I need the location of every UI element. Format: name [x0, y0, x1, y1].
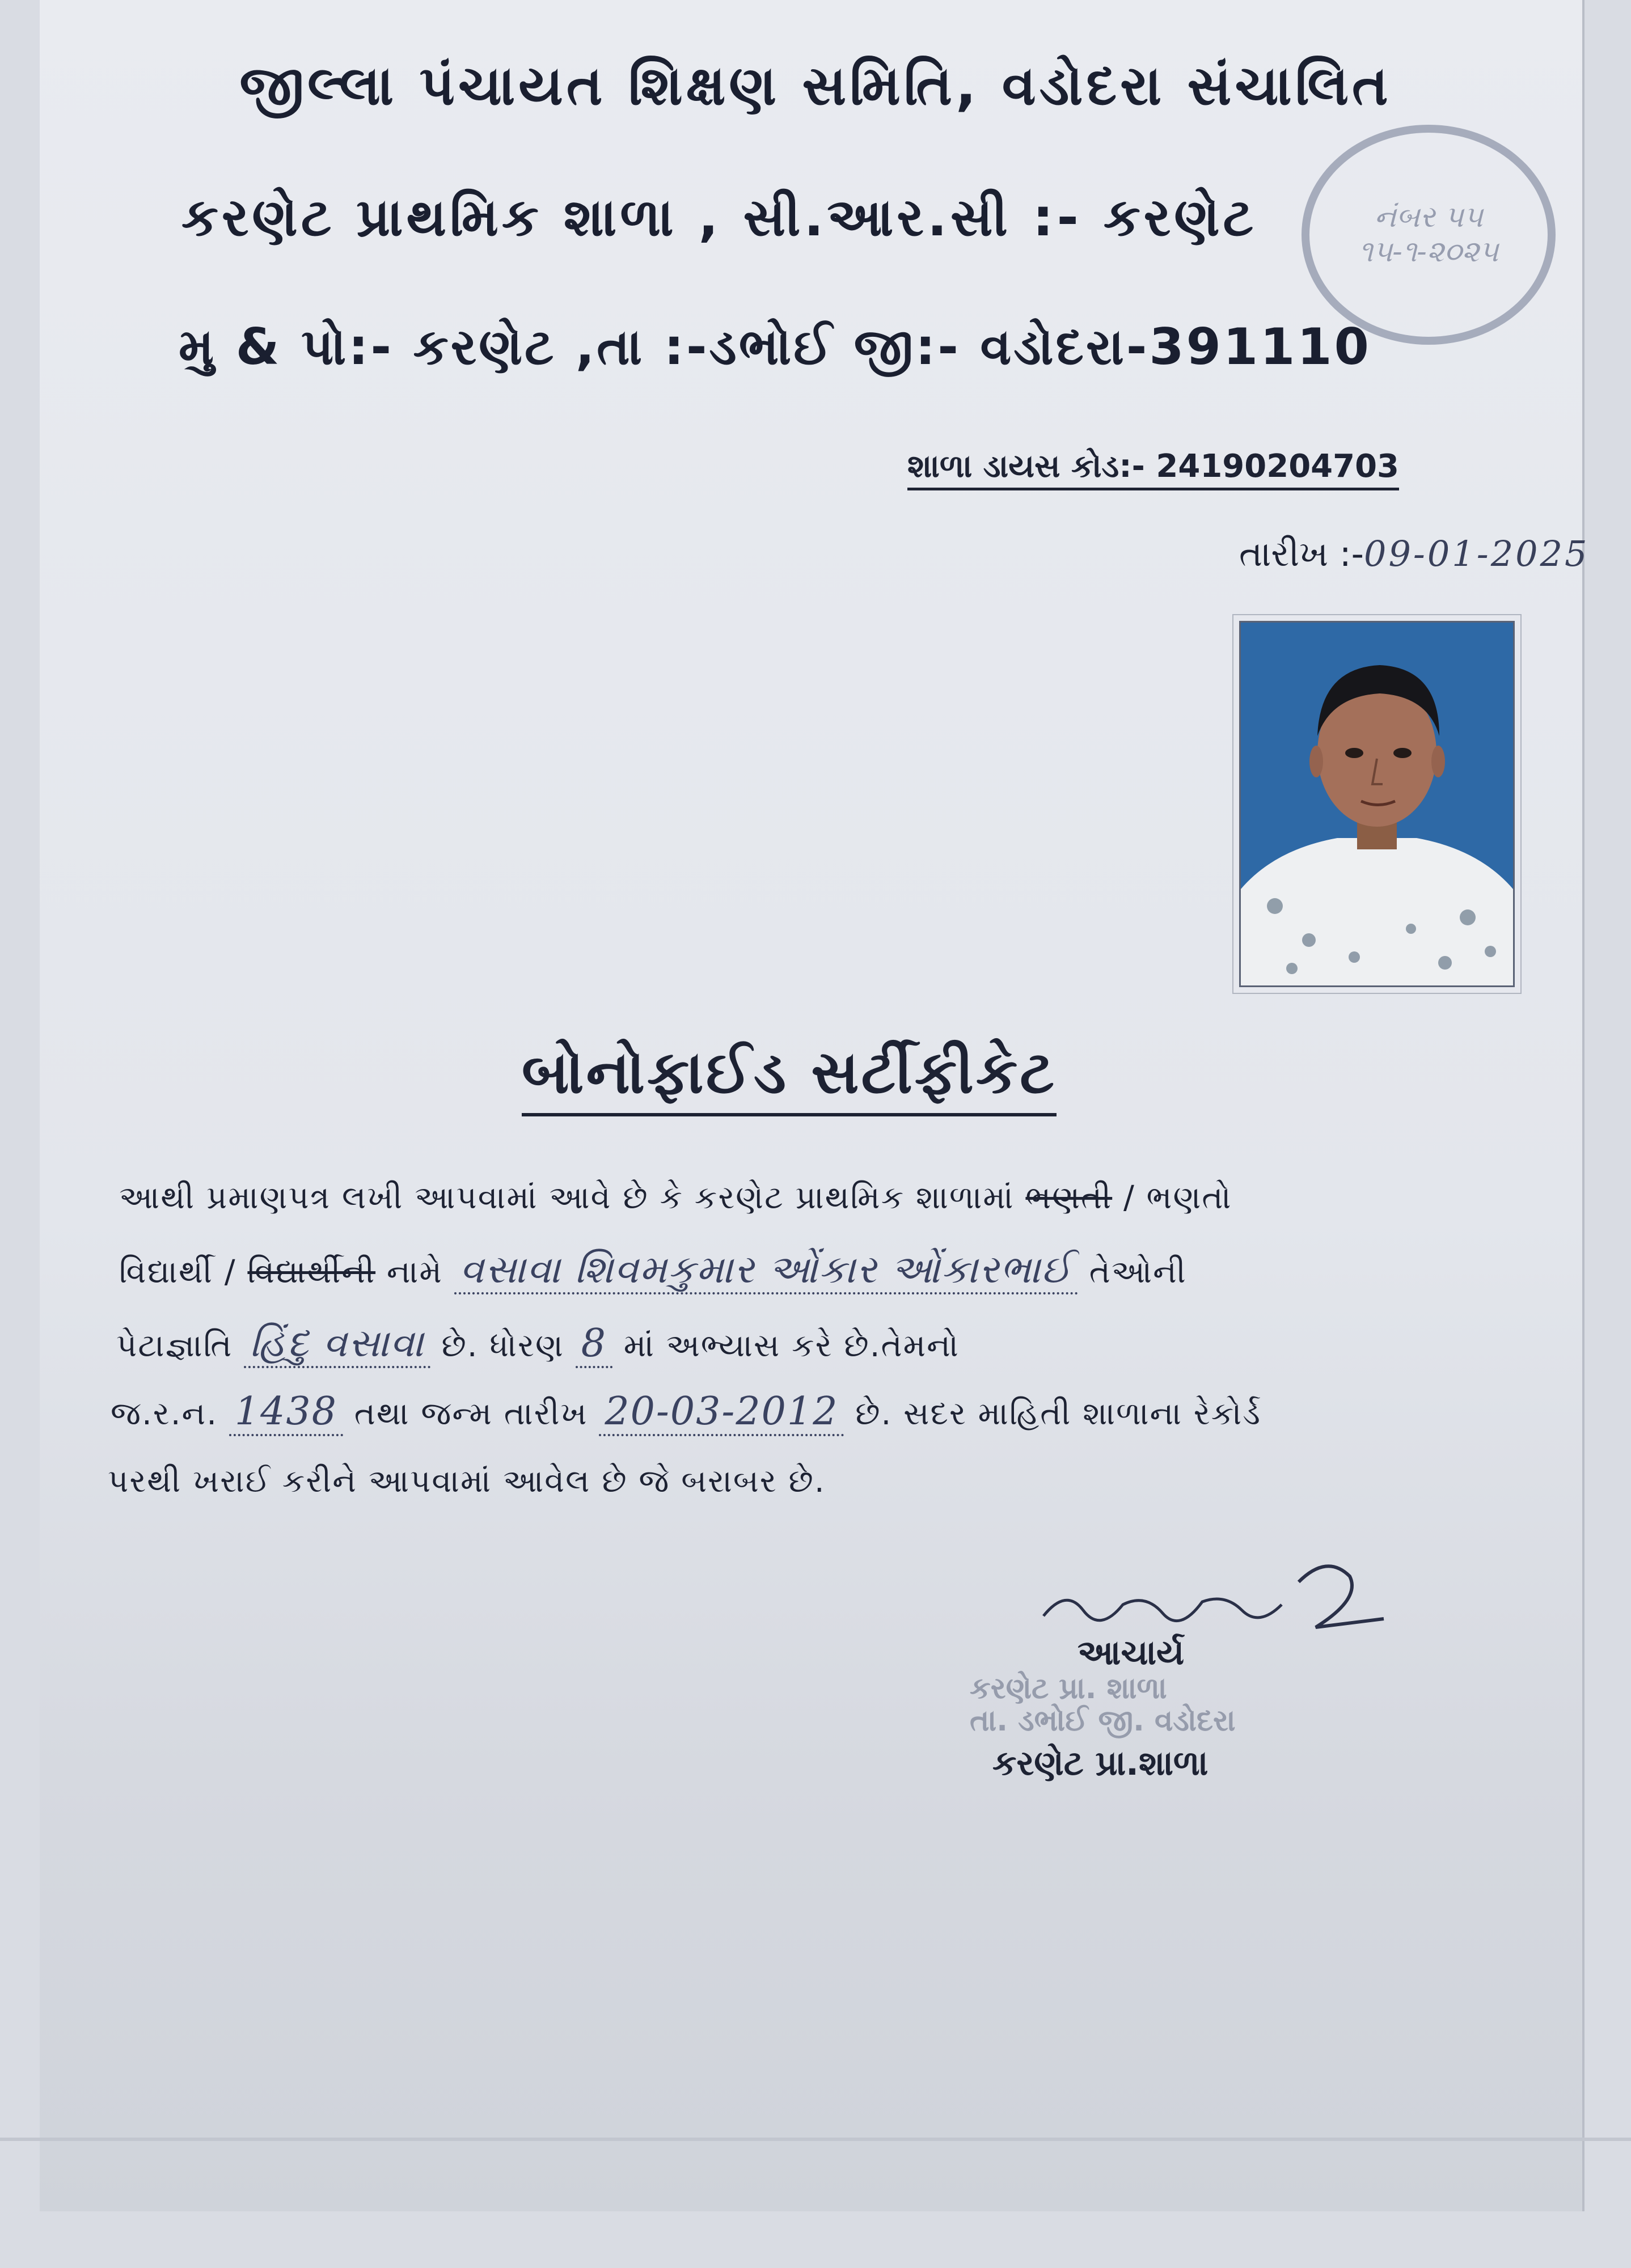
issue-date-label: તારીખ :-	[1239, 533, 1364, 574]
header-line-3: મુ & પો:- કરણેટ ,તા :-ડભોઈ જી:- વડોદરા-391110	[179, 318, 1371, 376]
dise-code-label: શાળા ડાયસ કોડ:-	[907, 448, 1145, 485]
student-photo-image	[1241, 623, 1513, 985]
school-stamp	[1302, 125, 1556, 345]
body-text: આથી પ્રમાણપત્ર લખી આપવામાં આવે છે કે કરણેટ પ્રાથમિક શાળામાં	[119, 1179, 1015, 1216]
standard-field: 8	[576, 1321, 612, 1368]
body-line-4	[111, 1389, 1261, 1434]
body-text: / ભણતો	[1123, 1179, 1232, 1216]
principal-stamp	[970, 1673, 1236, 1737]
header-line-2: કરણેટ પ્રાથમિક શાળા , સી.આર.સી :- કરણેટ	[181, 187, 1257, 248]
body-text: છે. ધોરણ	[441, 1327, 564, 1364]
principal-label: આચાર્ય	[1078, 1633, 1185, 1673]
body-line-2	[119, 1247, 1187, 1293]
body-text: માં અભ્યાસ કરે છે.તેમનો	[623, 1327, 960, 1364]
body-text: તેઓની	[1089, 1254, 1187, 1290]
body-text: જ.ર.ન.	[111, 1395, 218, 1432]
body-text: વિદ્યાર્થી /	[119, 1254, 236, 1290]
paper-fold-line	[0, 2138, 1631, 2141]
stamp-line-2: તા. ડભોઈ જી. વડોદરા	[970, 1704, 1236, 1738]
body-text: છે. સદર માહિતી શાળાના રેકોર્ડ	[855, 1395, 1262, 1432]
stamp-date: ૧૫-૧-૨૦૨૫	[1358, 235, 1499, 269]
body-line-5: પરથી ખરાઈ કરીને આપવામાં આવેલ છે જે બરાબર છે.	[108, 1463, 826, 1500]
student-name-field: વસાવા શિવમકુમાર ઓંકાર ઓંકારભાઈ	[454, 1247, 1078, 1294]
body-text: પેટાજ્ઞાતિ	[116, 1327, 233, 1364]
principal-signature	[1032, 1548, 1395, 1644]
stamp-line-1: કરણેટ પ્રા. શાળા	[970, 1672, 1167, 1706]
birth-date-field: 20-03-2012	[599, 1389, 844, 1436]
issue-date-value: 09-01-2025	[1364, 533, 1590, 574]
school-name-sign: કરણેટ પ્રા.શાળા	[992, 1744, 1209, 1783]
body-text: નામે	[386, 1254, 443, 1290]
register-number-field: 1438	[229, 1389, 343, 1436]
stamp-number: નંબર પ૫	[1374, 200, 1483, 234]
certificate-title: બોનોફાઈડ સર્ટીફીકેટ	[522, 1038, 1057, 1116]
body-line-3	[116, 1321, 960, 1366]
body-text: તથા જન્મ તારીખ	[354, 1395, 588, 1432]
body-line-1	[119, 1179, 1232, 1217]
subcaste-field: હિંદુ વસાવા	[244, 1321, 430, 1368]
dise-code-value: 24190204703	[1156, 448, 1400, 485]
student-photo	[1239, 621, 1515, 987]
dise-code	[907, 448, 1399, 490]
struck-text: વિદ્યાર્થીની	[247, 1254, 376, 1290]
issue-date	[1239, 533, 1589, 575]
header-line-1: જીલ્લા પંચાયત શિક્ષણ સમિતિ, વડોદરા સંચાલિત	[239, 54, 1392, 117]
struck-text: ભણતી	[1025, 1179, 1113, 1216]
